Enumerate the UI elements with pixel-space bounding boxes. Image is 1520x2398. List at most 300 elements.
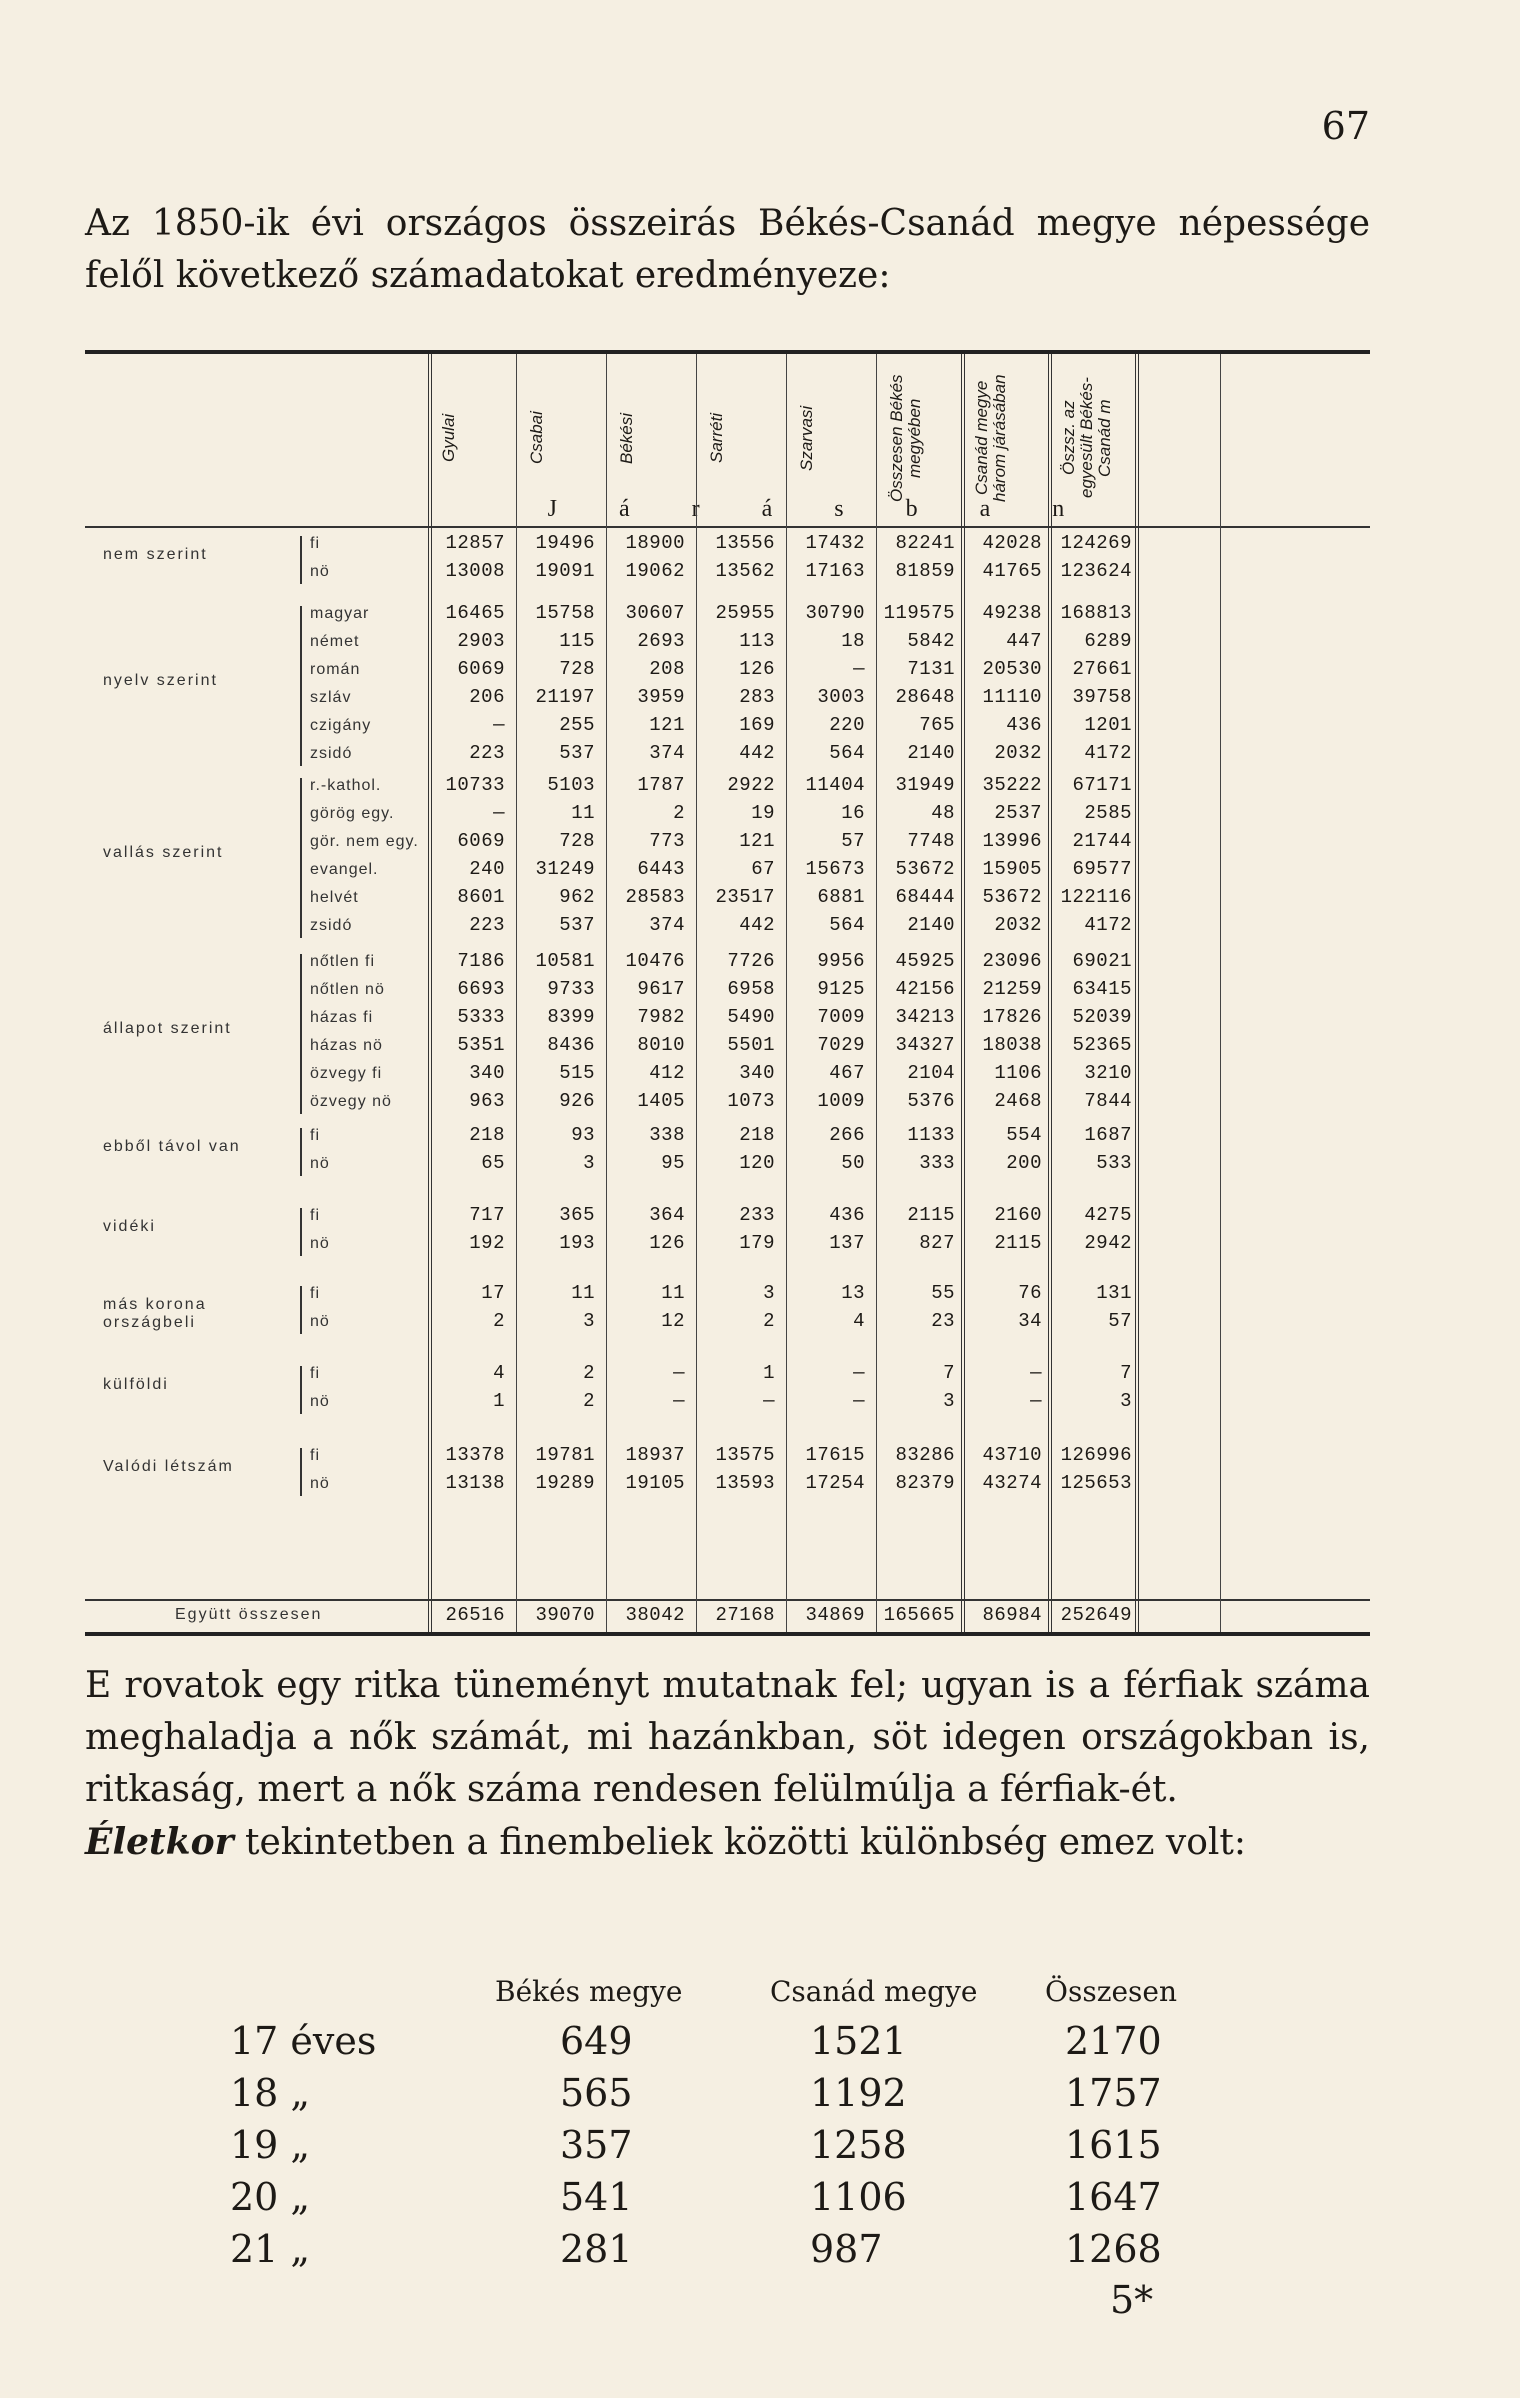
age-value: 357 <box>560 2123 633 2167</box>
column-header: Sarréti <box>707 412 726 464</box>
table-cell: 1106 <box>994 1062 1042 1084</box>
table-cell: 193 <box>559 1232 595 1254</box>
table-cell: 1 <box>763 1362 775 1384</box>
section-label: nem szerint <box>103 546 208 563</box>
age-row-label: 21 „ <box>230 2227 311 2271</box>
table-cell: 728 <box>559 658 595 680</box>
table-cell: 333 <box>919 1152 955 1174</box>
table-cell: 10733 <box>445 774 505 796</box>
age-value: 1757 <box>1065 2071 1162 2115</box>
table-cell: 338 <box>649 1124 685 1146</box>
table-cell: 2 <box>763 1310 775 1332</box>
row-label: magyar <box>310 605 370 622</box>
table-cell: 28648 <box>895 686 955 708</box>
table-cell: 6289 <box>1084 630 1132 652</box>
total-rule <box>85 1599 1370 1601</box>
table-cell: 113 <box>739 630 775 652</box>
table-cell: 1787 <box>637 774 685 796</box>
table-cell: 13556 <box>715 532 775 554</box>
table-cell: 83286 <box>895 1444 955 1466</box>
table-cell: 16465 <box>445 602 505 624</box>
table-cell: 42156 <box>895 978 955 1000</box>
table-cell: 447 <box>1006 630 1042 652</box>
table-cell: 131 <box>1096 1282 1132 1304</box>
row-label: nö <box>310 1475 330 1492</box>
total-cell: 34869 <box>805 1604 865 1626</box>
table-cell: 93 <box>571 1124 595 1146</box>
table-cell: 3959 <box>637 686 685 708</box>
table-cell: 68444 <box>895 886 955 908</box>
total-cell: 26516 <box>445 1604 505 1626</box>
row-label: helvét <box>310 889 359 906</box>
table-cell: 220 <box>829 714 865 736</box>
age-column-header: Összesen <box>1045 1975 1177 2008</box>
body-paragraph <box>85 1660 1370 1869</box>
paragraph-after: tekintetben a finembeliek közötti különbség emez volt: <box>233 1822 1246 1863</box>
table-cell: 3003 <box>817 686 865 708</box>
row-label: gör. nem egy. <box>310 833 419 850</box>
table-cell: 53672 <box>895 858 955 880</box>
table-cell: — <box>673 1362 685 1384</box>
section-brace <box>300 1128 302 1176</box>
table-cell: 6069 <box>457 658 505 680</box>
total-label: Együtt összesen <box>175 1606 323 1623</box>
table-cell: 55 <box>931 1282 955 1304</box>
table-cell: 7726 <box>727 950 775 972</box>
table-cell: 3 <box>583 1310 595 1332</box>
table-cell: 53672 <box>982 886 1042 908</box>
table-cell: 15905 <box>982 858 1042 880</box>
table-cell: 2032 <box>994 742 1042 764</box>
age-value: 1615 <box>1065 2123 1162 2167</box>
table-cell: 9125 <box>817 978 865 1000</box>
table-cell: 5333 <box>457 1006 505 1028</box>
age-value: 281 <box>560 2227 633 2271</box>
table-cell: 10581 <box>535 950 595 972</box>
table-cell: 65 <box>481 1152 505 1174</box>
age-column-header: Békés megye <box>495 1975 683 2008</box>
section-label: nyelv szerint <box>103 672 218 689</box>
table-cell: 2160 <box>994 1204 1042 1226</box>
table-cell: 4 <box>853 1310 865 1332</box>
table-cell: 3210 <box>1084 1062 1132 1084</box>
table-cell: 2 <box>493 1310 505 1332</box>
table-cell: — <box>853 658 865 680</box>
paragraph-before: E rovatok egy ritka tüneményt mutatnak fel; ugyan is a férfiak száma meghaladja a nők számát, mi hazánkban, söt idegen országokban is, ritkaság, mert a nők száma rendesen felülmúlja a férfiak-ét. <box>85 1665 1370 1810</box>
total-cell: 39070 <box>535 1604 595 1626</box>
row-label: nö <box>310 1313 330 1330</box>
table-cell: 442 <box>739 742 775 764</box>
column-header: Öszsz. az egyesült Békés-Csanád m <box>1059 377 1114 499</box>
section-label: külföldi <box>103 1376 169 1393</box>
table-cell: — <box>1030 1390 1042 1412</box>
table-cell: 179 <box>739 1232 775 1254</box>
section-brace <box>300 954 302 1114</box>
table-cell: 255 <box>559 714 595 736</box>
row-label: czigány <box>310 717 372 734</box>
age-value: 987 <box>810 2227 883 2271</box>
age-value: 541 <box>560 2175 633 2219</box>
table-cell: 17254 <box>805 1472 865 1494</box>
table-cell: 126 <box>649 1232 685 1254</box>
table-cell: 8436 <box>547 1034 595 1056</box>
section-label: vallás szerint <box>103 844 224 861</box>
table-cell: 728 <box>559 830 595 852</box>
total-cell: 27168 <box>715 1604 775 1626</box>
age-value: 1258 <box>810 2123 907 2167</box>
table-cell: 218 <box>739 1124 775 1146</box>
column-rule <box>1220 354 1221 1632</box>
table-cell: 963 <box>469 1090 505 1112</box>
table-cell: 266 <box>829 1124 865 1146</box>
table-cell: 436 <box>1006 714 1042 736</box>
table-cell: 13562 <box>715 560 775 582</box>
intro-paragraph: Az 1850-ik évi országos összeirás Békés-Csanád megye népessége felől következő számadatokat eredményeze: <box>85 203 1370 296</box>
table-cell: 717 <box>469 1204 505 1226</box>
table-cell: 13575 <box>715 1444 775 1466</box>
table-cell: 1009 <box>817 1090 865 1112</box>
table-cell: 5103 <box>547 774 595 796</box>
table-cell: 537 <box>559 914 595 936</box>
age-value: 1268 <box>1065 2227 1162 2271</box>
table-cell: 25955 <box>715 602 775 624</box>
table-cell: 8010 <box>637 1034 685 1056</box>
total-cell: 165665 <box>883 1604 955 1626</box>
table-cell: 123624 <box>1060 560 1132 582</box>
table-cell: 515 <box>559 1062 595 1084</box>
table-cell: 7982 <box>637 1006 685 1028</box>
age-value: 1192 <box>810 2071 907 2115</box>
table-cell: 2903 <box>457 630 505 652</box>
table-cell: 5490 <box>727 1006 775 1028</box>
table-cell: 50 <box>841 1152 865 1174</box>
table-cell: 6693 <box>457 978 505 1000</box>
column-header: Összesen Békés megyében <box>887 374 924 502</box>
table-cell: 2140 <box>907 914 955 936</box>
table-cell: 1 <box>493 1390 505 1412</box>
row-label: fi <box>310 535 320 552</box>
table-cell: 8601 <box>457 886 505 908</box>
table-cell: 95 <box>661 1152 685 1174</box>
column-header: Békési <box>617 412 636 464</box>
table-cell: 122116 <box>1060 886 1132 908</box>
row-label: nőtlen nö <box>310 981 385 998</box>
table-cell: 18937 <box>625 1444 685 1466</box>
table-cell: 19496 <box>535 532 595 554</box>
table-cell: 218 <box>469 1124 505 1146</box>
table-cell: 3 <box>583 1152 595 1174</box>
table-cell: 49238 <box>982 602 1042 624</box>
table-cell: 13593 <box>715 1472 775 1494</box>
table-cell: 340 <box>739 1062 775 1084</box>
table-cell: 5376 <box>907 1090 955 1112</box>
row-label: román <box>310 661 361 678</box>
table-cell: 76 <box>1018 1282 1042 1304</box>
table-cell: 30607 <box>625 602 685 624</box>
table-cell: 13378 <box>445 1444 505 1466</box>
table-cell: 7748 <box>907 830 955 852</box>
table-cell: 374 <box>649 914 685 936</box>
row-label: házas fi <box>310 1009 374 1026</box>
table-cell: 564 <box>829 742 865 764</box>
table-cell: 17 <box>481 1282 505 1304</box>
table-cell: 564 <box>829 914 865 936</box>
row-label: fi <box>310 1447 320 1464</box>
table-cell: 10476 <box>625 950 685 972</box>
row-label: fi <box>310 1285 320 1302</box>
table-cell: 436 <box>829 1204 865 1226</box>
table-cell: 11 <box>571 1282 595 1304</box>
table-cell: 34327 <box>895 1034 955 1056</box>
table-cell: 69021 <box>1072 950 1132 972</box>
age-row-label: 20 „ <box>230 2175 311 2219</box>
table-cell: 67 <box>751 858 775 880</box>
table-cell: 121 <box>649 714 685 736</box>
table-cell: 48 <box>931 802 955 824</box>
table-cell: 1405 <box>637 1090 685 1112</box>
row-label: özvegy nö <box>310 1093 392 1110</box>
table-cell: 5842 <box>907 630 955 652</box>
table-cell: 31249 <box>535 858 595 880</box>
table-cell: 69577 <box>1072 858 1132 880</box>
table-cell: 2585 <box>1084 802 1132 824</box>
row-label: nö <box>310 1393 330 1410</box>
age-value: 1106 <box>810 2175 907 2219</box>
row-label: szláv <box>310 689 352 706</box>
table-cell: 57 <box>1108 1310 1132 1332</box>
table-cell: 11 <box>661 1282 685 1304</box>
table-cell: 1073 <box>727 1090 775 1112</box>
table-cell: 233 <box>739 1204 775 1226</box>
table-cell: 23096 <box>982 950 1042 972</box>
table-cell: 554 <box>1006 1124 1042 1146</box>
table-cell: 18 <box>841 630 865 652</box>
table-cell: 2 <box>583 1390 595 1412</box>
section-brace <box>300 1286 302 1334</box>
table-cell: 19091 <box>535 560 595 582</box>
table-cell: 537 <box>559 742 595 764</box>
table-cell: — <box>853 1362 865 1384</box>
table-cell: 34213 <box>895 1006 955 1028</box>
table-cell: 240 <box>469 858 505 880</box>
age-value: 1521 <box>810 2019 907 2063</box>
table-cell: 126996 <box>1060 1444 1132 1466</box>
table-cell: 169 <box>739 714 775 736</box>
table-cell: 11110 <box>982 686 1042 708</box>
table-cell: 17432 <box>805 532 865 554</box>
table-cell: 223 <box>469 742 505 764</box>
table-cell: 16 <box>841 802 865 824</box>
table-cell: 45925 <box>895 950 955 972</box>
table-cell: 6881 <box>817 886 865 908</box>
table-cell: 765 <box>919 714 955 736</box>
table-cell: 5351 <box>457 1034 505 1056</box>
total-cell: 252649 <box>1060 1604 1132 1626</box>
section-brace <box>300 1448 302 1496</box>
table-cell: 2693 <box>637 630 685 652</box>
table-cell: 67171 <box>1072 774 1132 796</box>
table-cell: 43274 <box>982 1472 1042 1494</box>
section-brace <box>300 606 302 766</box>
table-cell: 31949 <box>895 774 955 796</box>
total-cell: 86984 <box>982 1604 1042 1626</box>
table-cell: 120 <box>739 1152 775 1174</box>
table-cell: 57 <box>841 830 865 852</box>
table-cell: 192 <box>469 1232 505 1254</box>
table-cell: 827 <box>919 1232 955 1254</box>
table-cell: 2 <box>673 802 685 824</box>
table-cell: 82241 <box>895 532 955 554</box>
table-cell: 19062 <box>625 560 685 582</box>
table-cell: 19 <box>751 802 775 824</box>
table-cell: 137 <box>829 1232 865 1254</box>
table-cell: 19289 <box>535 1472 595 1494</box>
table-cell: 962 <box>559 886 595 908</box>
table-cell: 7029 <box>817 1034 865 1056</box>
row-label: nö <box>310 1155 330 1172</box>
table-cell: 18038 <box>982 1034 1042 1056</box>
age-value: 649 <box>560 2019 633 2063</box>
table-cell: 223 <box>469 914 505 936</box>
table-cell: 4172 <box>1084 914 1132 936</box>
signature-mark: 5* <box>1110 2278 1154 2322</box>
table-cell: 2468 <box>994 1090 1042 1112</box>
row-label: fi <box>310 1365 320 1382</box>
row-label: nőtlen fi <box>310 953 376 970</box>
table-cell: 19781 <box>535 1444 595 1466</box>
age-row-label: 19 „ <box>230 2123 311 2167</box>
table-cell: 374 <box>649 742 685 764</box>
table-cell: 13996 <box>982 830 1042 852</box>
age-value: 565 <box>560 2071 633 2115</box>
table-cell: 2922 <box>727 774 775 796</box>
table-cell: 2140 <box>907 742 955 764</box>
section-brace <box>300 1366 302 1414</box>
section-brace <box>300 1208 302 1256</box>
table-cell: 124269 <box>1060 532 1132 554</box>
total-cell: 38042 <box>625 1604 685 1626</box>
table-cell: 7844 <box>1084 1090 1132 1112</box>
table-cell: 7 <box>943 1362 955 1384</box>
row-label: nö <box>310 1235 330 1252</box>
table-cell: 208 <box>649 658 685 680</box>
table-cell: 28583 <box>625 886 685 908</box>
table-cell: 2032 <box>994 914 1042 936</box>
table-cell: 773 <box>649 830 685 852</box>
table-cell: — <box>853 1390 865 1412</box>
table-cell: 3 <box>943 1390 955 1412</box>
table-cell: 3 <box>763 1282 775 1304</box>
table-cell: 6443 <box>637 858 685 880</box>
paragraph-emphasis: Életkor <box>85 1821 234 1863</box>
table-cell: 9617 <box>637 978 685 1000</box>
table-cell: 15758 <box>535 602 595 624</box>
table-cell: 17163 <box>805 560 865 582</box>
table-cell: — <box>763 1390 775 1412</box>
table-cell: 15673 <box>805 858 865 880</box>
table-cell: 125653 <box>1060 1472 1132 1494</box>
table-cell: 13138 <box>445 1472 505 1494</box>
table-cell: 1687 <box>1084 1124 1132 1146</box>
header-rule <box>85 526 1370 528</box>
table-cell: 23517 <box>715 886 775 908</box>
table-cell: 206 <box>469 686 505 708</box>
table-cell: 13 <box>841 1282 865 1304</box>
column-header: Szarvasi <box>797 405 816 471</box>
row-label: nö <box>310 563 330 580</box>
table-cell: 2 <box>583 1362 595 1384</box>
row-label: zsidó <box>310 917 353 934</box>
table-cell: 4275 <box>1084 1204 1132 1226</box>
table-cell: 21744 <box>1072 830 1132 852</box>
table-cell: 168813 <box>1060 602 1132 624</box>
table-cell: 1201 <box>1084 714 1132 736</box>
table-cell: 6958 <box>727 978 775 1000</box>
section-label: Valódi létszám <box>103 1458 234 1475</box>
table-cell: 23 <box>931 1310 955 1332</box>
table-cell: 21197 <box>535 686 595 708</box>
table-cell: 35222 <box>982 774 1042 796</box>
table-cell: 63415 <box>1072 978 1132 1000</box>
row-label: fi <box>310 1127 320 1144</box>
table-cell: 283 <box>739 686 775 708</box>
row-label: görög egy. <box>310 805 395 822</box>
section-label: ebből távol van <box>103 1138 241 1155</box>
table-cell: 18900 <box>625 532 685 554</box>
table-cell: 200 <box>1006 1152 1042 1174</box>
column-header: Csanád megye három járásában <box>972 374 1009 502</box>
table-cell: — <box>493 802 505 824</box>
table-cell: 121 <box>739 830 775 852</box>
table-cell: — <box>493 714 505 736</box>
table-cell: 13008 <box>445 560 505 582</box>
table-cell: 3 <box>1120 1390 1132 1412</box>
table-cell: 2115 <box>907 1204 955 1226</box>
table-cell: 5501 <box>727 1034 775 1056</box>
table-cell: 2104 <box>907 1062 955 1084</box>
table-cell: 4 <box>493 1362 505 1384</box>
table-cell: 21259 <box>982 978 1042 1000</box>
table-cell: 42028 <box>982 532 1042 554</box>
row-label: özvegy fi <box>310 1065 383 1082</box>
row-label: fi <box>310 1207 320 1224</box>
table-cell: 34 <box>1018 1310 1042 1332</box>
table-cell: 467 <box>829 1062 865 1084</box>
table-cell: 81859 <box>895 560 955 582</box>
table-cell: 2942 <box>1084 1232 1132 1254</box>
table-cell: 19105 <box>625 1472 685 1494</box>
group-label: J á r á s b a n <box>547 496 1093 522</box>
table-cell: 17615 <box>805 1444 865 1466</box>
table-cell: 8399 <box>547 1006 595 1028</box>
table-cell: 52365 <box>1072 1034 1132 1056</box>
age-column-header: Csanád megye <box>770 1975 978 2008</box>
table-cell: 126 <box>739 658 775 680</box>
row-label: evangel. <box>310 861 379 878</box>
age-row-label: 17 éves <box>230 2019 377 2063</box>
table-cell: 9733 <box>547 978 595 1000</box>
age-value: 2170 <box>1065 2019 1162 2063</box>
table-cell: 340 <box>469 1062 505 1084</box>
age-row-label: 18 „ <box>230 2071 311 2115</box>
table-cell: 364 <box>649 1204 685 1226</box>
column-rule <box>1135 354 1139 1632</box>
table-cell: — <box>673 1390 685 1412</box>
table-cell: 115 <box>559 630 595 652</box>
census-table <box>85 350 1370 1636</box>
row-label: házas nö <box>310 1037 383 1054</box>
age-value: 1647 <box>1065 2175 1162 2219</box>
